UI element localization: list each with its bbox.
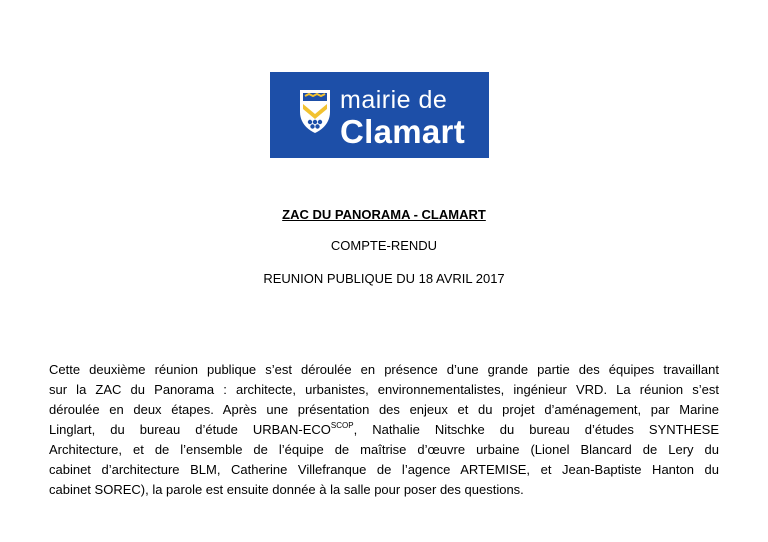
- logo-line-clamart: Clamart: [340, 113, 465, 150]
- paragraph-line: cabinet SOREC), la parole est ensuite donnée à la salle pour poser des questions.: [49, 482, 524, 497]
- paragraph-line: [49, 420, 719, 440]
- paragraph-line: Architecture, et de l’ensemble de l’équipe de maîtrise d’œuvre urbaine (Lionel Blancard de Lery du: [49, 442, 719, 457]
- document-subtitle-compte-rendu: COMPTE-RENDU: [330, 238, 438, 253]
- document-subtitle-date: REUNION PUBLIQUE DU 18 AVRIL 2017: [263, 271, 505, 286]
- paragraph-line: déroulée en deux étapes. Après une présentation des enjeux et du projet d’aménagement, par Marine: [49, 402, 719, 417]
- mairie-de-clamart-logo: [270, 72, 489, 158]
- logo-line-mairie-de: mairie de: [340, 86, 448, 114]
- paragraph-line: Cette deuxième réunion publique s’est déroulée en présence d’une grande partie des équipes travaillant: [49, 362, 719, 377]
- paragraph-text: , Nathalie Nitschke du bureau d’études SYNTHESE: [353, 422, 719, 437]
- paragraph-line: cabinet d’architecture BLM, Catherine Villefranque de l’agence ARTEMISE, et Jean-Baptiste Hanton du: [49, 462, 719, 477]
- paragraph-text: Linglart, du bureau d’étude URBAN-ECO: [49, 422, 331, 437]
- superscript-scop: SCOP: [330, 421, 354, 430]
- paragraph-line: sur la ZAC du Panorama : architecte, urbanistes, environnementalistes, ingénieur VRD. La réunion s’est: [49, 382, 719, 397]
- body-paragraph: [49, 360, 719, 500]
- document-title: ZAC DU PANORAMA - CLAMART: [282, 207, 486, 222]
- clamart-coat-of-arms-icon: [298, 88, 332, 134]
